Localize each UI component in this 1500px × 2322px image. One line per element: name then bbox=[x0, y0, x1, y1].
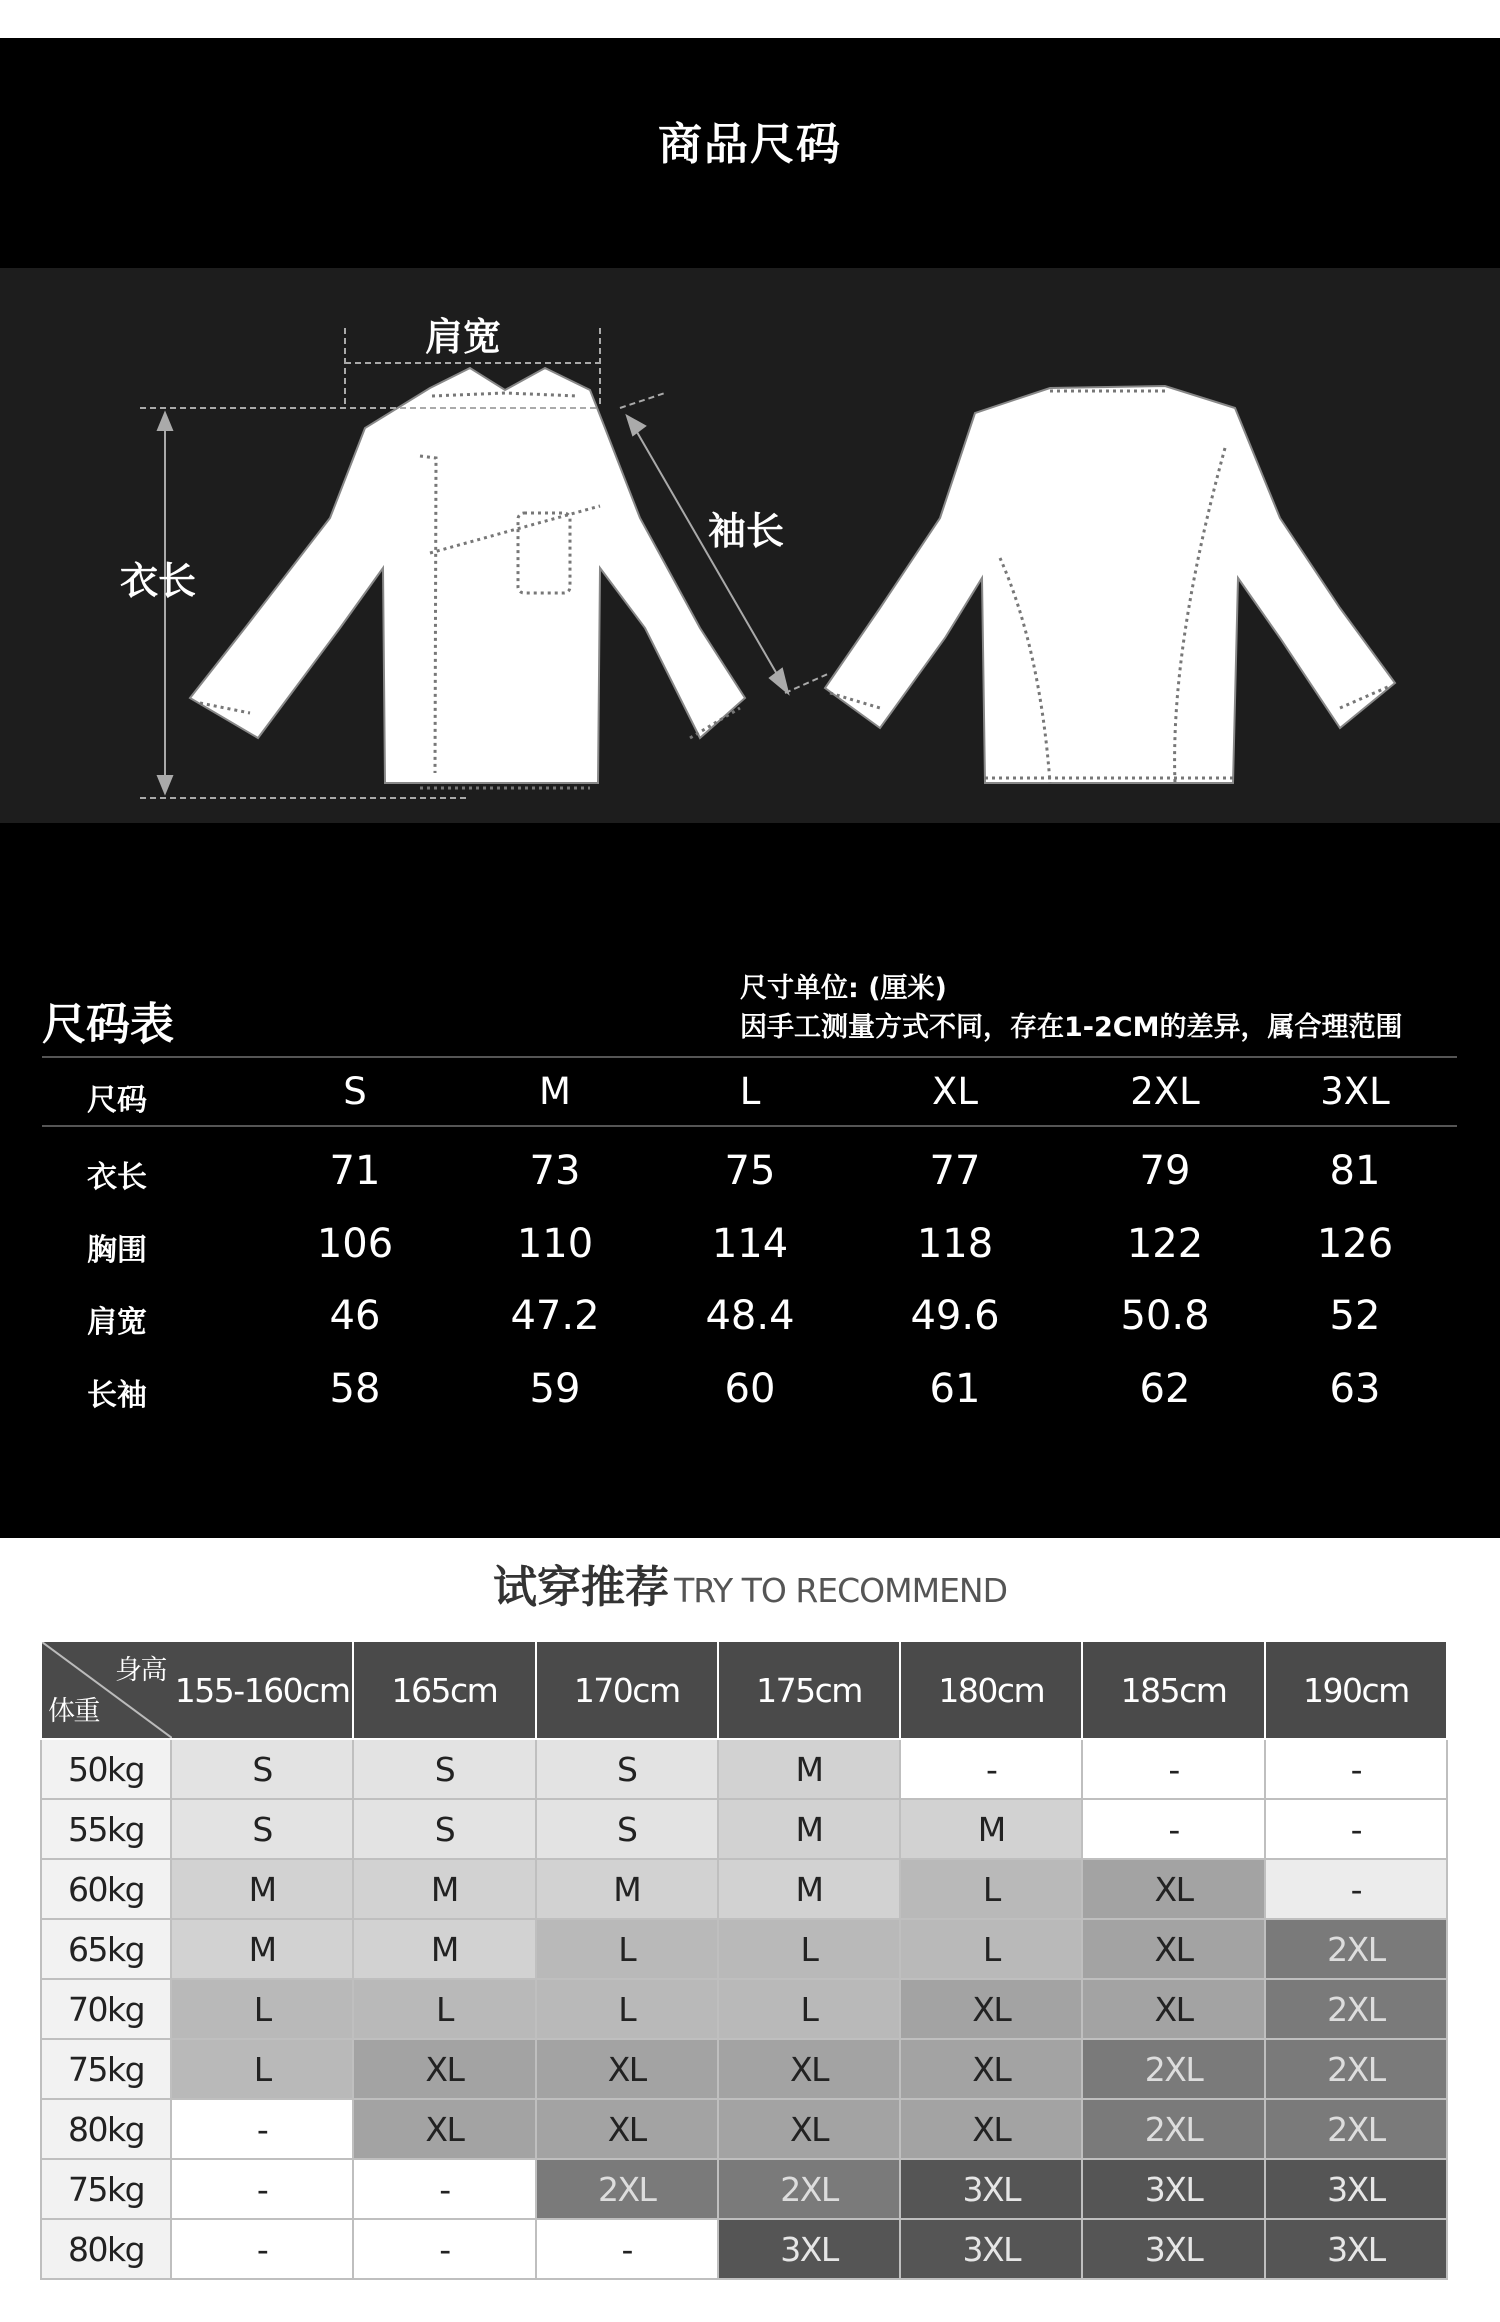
recommend-cell: L bbox=[171, 1979, 353, 2039]
weight-cell: 55kg bbox=[41, 1799, 171, 1859]
recommend-cell: - bbox=[536, 2219, 718, 2279]
recommend-cell: S bbox=[353, 1739, 535, 1799]
recommend-cell: M bbox=[171, 1919, 353, 1979]
recommend-cell: S bbox=[536, 1739, 718, 1799]
weight-cell: 70kg bbox=[41, 1979, 171, 2039]
recommend-cell: XL bbox=[1082, 1859, 1264, 1919]
recommend-cell: XL bbox=[1082, 1919, 1264, 1979]
difference-note: 因手工测量方式不同，存在1-2CM的差异，属合理范围 bbox=[740, 1012, 1403, 1043]
recommend-cell: S bbox=[171, 1799, 353, 1859]
size-row-label: 肩宽 bbox=[87, 1305, 147, 1340]
size-value-cell: 106 bbox=[316, 1221, 394, 1267]
recommend-cell: L bbox=[171, 2039, 353, 2099]
size-value-cell: 58 bbox=[329, 1366, 381, 1412]
table-row bbox=[41, 2099, 1447, 2159]
recommend-cell: 2XL bbox=[1265, 2099, 1447, 2159]
recommend-cell: - bbox=[171, 2219, 353, 2279]
sleeve-length-label: 袖长 bbox=[708, 509, 785, 553]
recommend-cell: 3XL bbox=[718, 2219, 900, 2279]
size-value-cell: 52 bbox=[1329, 1293, 1381, 1339]
size-value-cell: 118 bbox=[916, 1221, 994, 1267]
recommend-cell: L bbox=[718, 1919, 900, 1979]
recommend-cell: - bbox=[1265, 1799, 1447, 1859]
weight-cell: 80kg bbox=[41, 2099, 171, 2159]
recommend-cell: XL bbox=[536, 2099, 718, 2159]
unit-note: 尺寸单位: (厘米) bbox=[740, 973, 947, 1004]
hero-banner bbox=[0, 38, 1500, 268]
recommend-cell: S bbox=[171, 1739, 353, 1799]
recommend-cell: - bbox=[171, 2159, 353, 2219]
recommend-cell: M bbox=[718, 1739, 900, 1799]
size-value-cell: 62 bbox=[1139, 1366, 1191, 1412]
size-value-cell: 73 bbox=[529, 1148, 581, 1194]
height-header-cell: 165cm bbox=[353, 1641, 535, 1739]
recommend-cell: M bbox=[900, 1799, 1082, 1859]
recommend-header-row bbox=[41, 1641, 1447, 1739]
recommendation-table bbox=[40, 1640, 1448, 2280]
size-value-cell: 63 bbox=[1329, 1366, 1381, 1412]
recommend-cell: L bbox=[353, 1979, 535, 2039]
table-row bbox=[41, 2219, 1447, 2279]
recommend-cell: M bbox=[353, 1859, 535, 1919]
size-row-label: 衣长 bbox=[87, 1160, 147, 1195]
size-header-m: M bbox=[539, 1070, 571, 1113]
recommend-cell: 2XL bbox=[718, 2159, 900, 2219]
recommend-cell: M bbox=[718, 1859, 900, 1919]
table-header-rule bbox=[42, 1125, 1457, 1127]
size-chart-panel bbox=[0, 823, 1500, 1538]
measurement-diagram bbox=[0, 268, 1500, 823]
size-row-label: 胸围 bbox=[87, 1233, 147, 1268]
size-value-cell: 110 bbox=[516, 1221, 594, 1267]
recommend-title-cn: 试穿推荐 bbox=[492, 1562, 669, 1613]
recommend-cell: 2XL bbox=[536, 2159, 718, 2219]
height-header-cell: 175cm bbox=[718, 1641, 900, 1739]
recommend-cell: 2XL bbox=[1265, 1919, 1447, 1979]
size-chart-title: 尺码表 bbox=[42, 999, 174, 1050]
recommend-cell: 3XL bbox=[1082, 2159, 1264, 2219]
size-value-cell: 59 bbox=[529, 1366, 581, 1412]
height-header-cell: 185cm bbox=[1082, 1641, 1264, 1739]
jacket-length-label: 衣长 bbox=[120, 559, 197, 603]
recommend-cell: XL bbox=[353, 2099, 535, 2159]
size-header-2xl: 2XL bbox=[1130, 1070, 1200, 1113]
recommend-cell: XL bbox=[536, 2039, 718, 2099]
weight-cell: 65kg bbox=[41, 1919, 171, 1979]
weight-cell: 75kg bbox=[41, 2039, 171, 2099]
weight-cell: 80kg bbox=[41, 2219, 171, 2279]
recommend-cell: 2XL bbox=[1265, 2039, 1447, 2099]
recommend-title bbox=[0, 1551, 1500, 1615]
table-row bbox=[41, 1979, 1447, 2039]
recommend-cell: XL bbox=[718, 2099, 900, 2159]
recommend-cell: - bbox=[171, 2099, 353, 2159]
size-value-cell: 49.6 bbox=[910, 1293, 1000, 1339]
weight-cell: 75kg bbox=[41, 2159, 171, 2219]
size-header-l: L bbox=[739, 1070, 761, 1113]
recommend-cell: 3XL bbox=[1265, 2159, 1447, 2219]
height-header-cell: 180cm bbox=[900, 1641, 1082, 1739]
recommend-cell: - bbox=[1265, 1859, 1447, 1919]
size-value-cell: 79 bbox=[1139, 1148, 1191, 1194]
table-row bbox=[41, 1799, 1447, 1859]
recommend-cell: L bbox=[900, 1919, 1082, 1979]
size-value-cell: 122 bbox=[1126, 1221, 1204, 1267]
size-value-cell: 126 bbox=[1316, 1221, 1394, 1267]
size-value-cell: 71 bbox=[329, 1148, 381, 1194]
recommend-cell: 3XL bbox=[900, 2219, 1082, 2279]
corner-cell bbox=[41, 1641, 171, 1739]
recommend-cell: XL bbox=[900, 2099, 1082, 2159]
shoulder-width-label: 肩宽 bbox=[425, 315, 502, 359]
top-strip bbox=[0, 0, 1500, 38]
front-jacket-body bbox=[190, 368, 745, 783]
recommend-cell: XL bbox=[353, 2039, 535, 2099]
recommend-cell: 3XL bbox=[900, 2159, 1082, 2219]
recommend-cell: XL bbox=[900, 2039, 1082, 2099]
recommend-cell: L bbox=[718, 1979, 900, 2039]
recommend-cell: XL bbox=[718, 2039, 900, 2099]
recommend-cell: 2XL bbox=[1082, 2039, 1264, 2099]
recommend-cell: M bbox=[718, 1799, 900, 1859]
table-row bbox=[41, 1859, 1447, 1919]
recommend-cell: M bbox=[536, 1859, 718, 1919]
size-value-cell: 77 bbox=[929, 1148, 981, 1194]
corner-weight-label: 体重 bbox=[48, 1696, 99, 1727]
recommend-cell: XL bbox=[900, 1979, 1082, 2039]
size-value-cell: 114 bbox=[711, 1221, 789, 1267]
recommend-cell: L bbox=[536, 1979, 718, 2039]
table-row bbox=[41, 2159, 1447, 2219]
recommend-cell: L bbox=[900, 1859, 1082, 1919]
size-header-3xl: 3XL bbox=[1320, 1070, 1390, 1113]
size-row-label: 长袖 bbox=[87, 1378, 147, 1413]
height-header-cell: 170cm bbox=[536, 1641, 718, 1739]
size-value-cell: 60 bbox=[724, 1366, 776, 1412]
size-value-cell: 46 bbox=[329, 1293, 381, 1339]
weight-cell: 60kg bbox=[41, 1859, 171, 1919]
recommend-cell: M bbox=[353, 1919, 535, 1979]
recommend-cell: S bbox=[536, 1799, 718, 1859]
size-header-xl: XL bbox=[932, 1070, 978, 1113]
recommend-cell: - bbox=[900, 1739, 1082, 1799]
size-value-cell: 48.4 bbox=[705, 1293, 795, 1339]
recommend-cell: 2XL bbox=[1082, 2099, 1264, 2159]
recommend-cell: M bbox=[171, 1859, 353, 1919]
recommend-cell: - bbox=[353, 2159, 535, 2219]
recommend-cell: - bbox=[1082, 1799, 1264, 1859]
recommend-cell: - bbox=[353, 2219, 535, 2279]
weight-cell: 50kg bbox=[41, 1739, 171, 1799]
size-value-cell: 47.2 bbox=[510, 1293, 600, 1339]
recommend-cell: XL bbox=[1082, 1979, 1264, 2039]
recommend-cell: - bbox=[1265, 1739, 1447, 1799]
recommend-cell: 3XL bbox=[1265, 2219, 1447, 2279]
size-header-label: 尺码 bbox=[87, 1083, 147, 1118]
recommend-cell: S bbox=[353, 1799, 535, 1859]
size-value-cell: 50.8 bbox=[1120, 1293, 1210, 1339]
recommend-cell: 3XL bbox=[1082, 2219, 1264, 2279]
size-value-cell: 61 bbox=[929, 1366, 981, 1412]
height-header-cell: 155-160cm bbox=[171, 1641, 353, 1739]
table-top-rule bbox=[42, 1056, 1457, 1058]
recommend-cell: - bbox=[1082, 1739, 1264, 1799]
recommend-title-en: TRY TO RECOMMEND bbox=[674, 1571, 1008, 1610]
size-value-cell: 75 bbox=[724, 1148, 776, 1194]
page-title: 商品尺码 bbox=[658, 119, 842, 170]
size-value-cell: 81 bbox=[1329, 1148, 1381, 1194]
size-header-s: S bbox=[343, 1070, 367, 1113]
back-jacket-body bbox=[825, 386, 1395, 783]
recommend-cell: 2XL bbox=[1265, 1979, 1447, 2039]
corner-height-label: 身高 bbox=[115, 1655, 166, 1686]
height-header-cell: 190cm bbox=[1265, 1641, 1447, 1739]
table-row bbox=[41, 2039, 1447, 2099]
table-row bbox=[41, 1919, 1447, 1979]
table-row bbox=[41, 1739, 1447, 1799]
recommend-cell: L bbox=[536, 1919, 718, 1979]
